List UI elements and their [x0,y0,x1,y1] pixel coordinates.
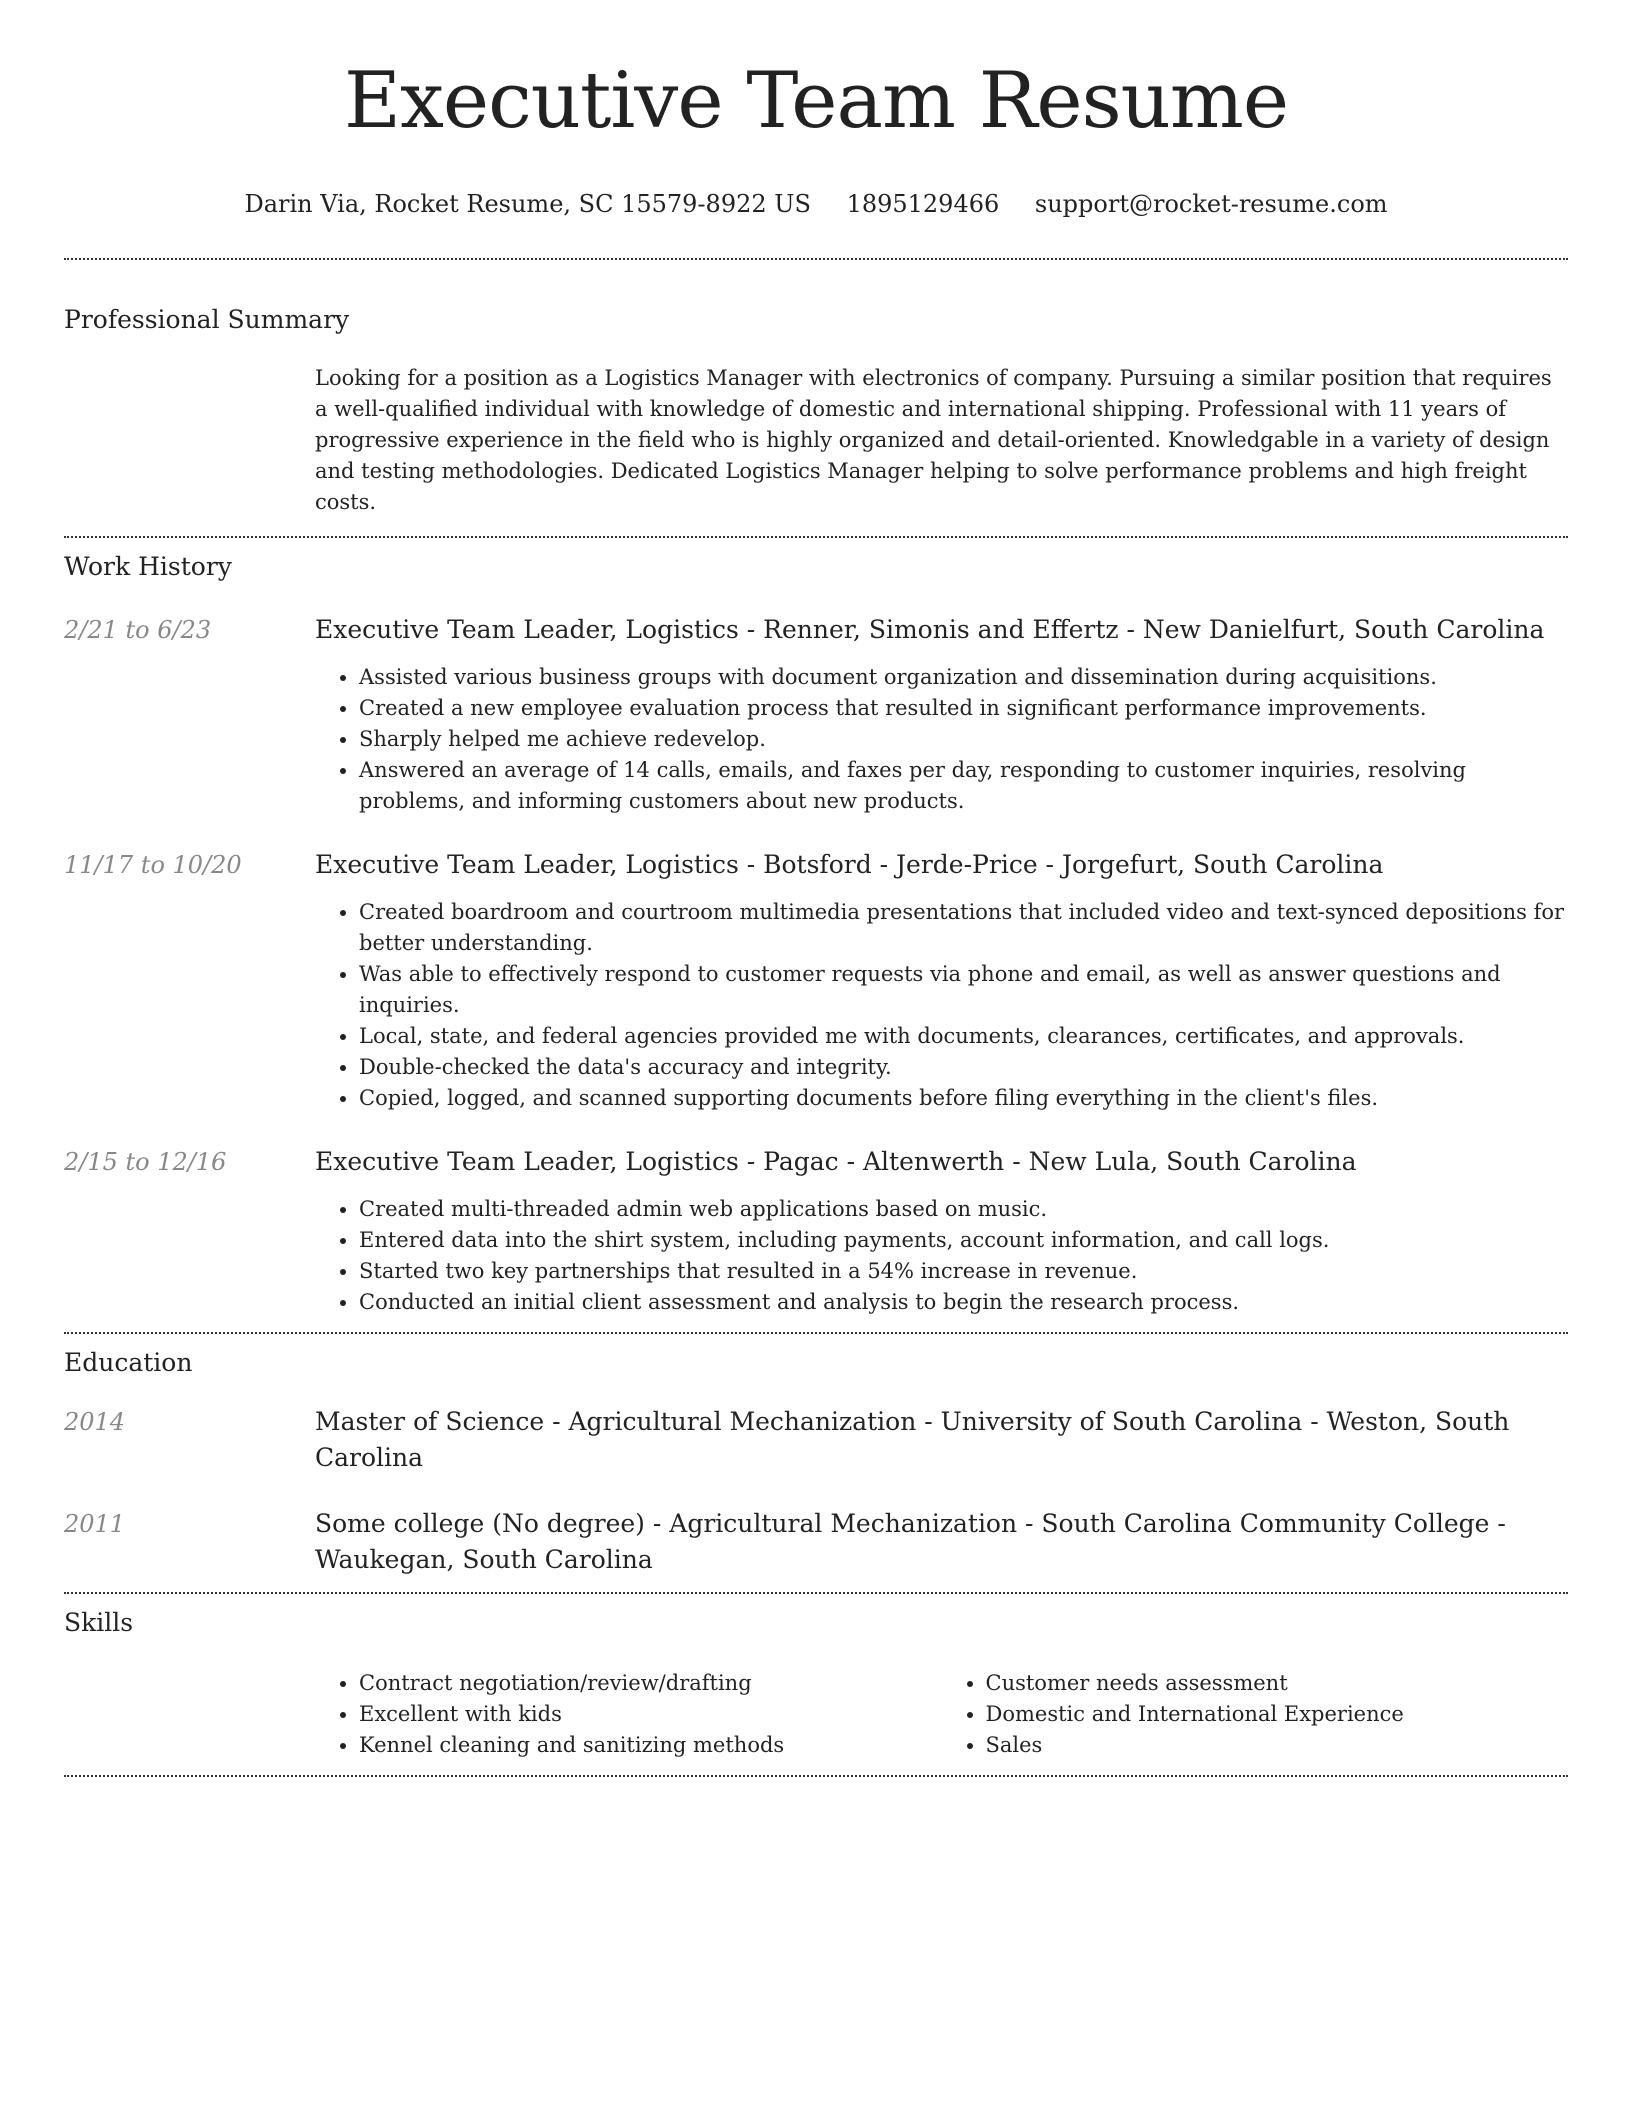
education-heading [315,1404,1568,1476]
skill-item: • Customer needs assessment [986,1668,1569,1699]
job-bullet: • Double-checked the data's accuracy and integrity. [359,1052,1568,1083]
job-role: Executive Team Leader, Logistics [315,1147,739,1176]
education-school: - South Carolina Community College - Waukegan, South Carolina [315,1509,1506,1574]
job-body [315,1144,1568,1318]
job-dates: 2/15 to 12/16 [64,1148,227,1176]
job-bullets [315,897,1568,1114]
job-heading [315,847,1568,883]
contact-line [64,188,1568,220]
section-title-education: Education [64,1348,193,1377]
divider [64,536,1568,538]
job-bullet: • Answered an average of 14 calls, emails, and faxes per day, responding to customer inquiries, resolving problems, and informing customers about new products. [359,755,1568,817]
job-heading [315,1144,1568,1180]
divider [64,1332,1568,1334]
job-bullet: • Copied, logged, and scanned supporting documents before filing everything in the client's files. [359,1083,1568,1114]
job-body [315,847,1568,1114]
job-bullet: • Started two key partnerships that resulted in a 54% increase in revenue. [359,1256,1568,1287]
job-heading [315,612,1568,648]
education-year: 2014 [64,1408,126,1436]
job-body [315,612,1568,817]
job-employer: - Pagac - Altenwerth - New Lula, South Carolina [738,1147,1357,1176]
section-title-work-history: Work History [64,552,232,581]
education-entry [64,1404,1568,1476]
job-employer: - Renner, Simonis and Effertz - New Danielfurt, South Carolina [738,615,1545,644]
contact-email: support@rocket-resume.com [1034,190,1388,218]
skill-item: • Domestic and International Experience [986,1699,1569,1730]
skill-item: • Sales [986,1730,1569,1761]
job-bullet: • Created boardroom and courtroom multimedia presentations that included video and text-synced depositions for better understanding. [359,897,1568,959]
summary-section [64,303,1568,536]
contact-phone: 1895129466 [846,190,1000,218]
job-bullet: • Entered data into the shirt system, including payments, account information, and call logs. [359,1225,1568,1256]
education-degree: Master of Science - Agricultural Mechanization [315,1407,917,1436]
divider [64,1775,1568,1777]
skills-list-right [942,1668,1569,1761]
contact-address: Darin Via, Rocket Resume, SC 15579-8922 US [244,190,811,218]
skill-item: • Kennel cleaning and sanitizing methods [359,1730,942,1761]
education-school: - University of South Carolina - Weston, South Carolina [315,1407,1510,1472]
section-title-summary: Professional Summary [64,305,350,334]
job-role: Executive Team Leader, Logistics [315,615,739,644]
job-bullet: • Local, state, and federal agencies provided me with documents, clearances, certificates, and approvals. [359,1021,1568,1052]
resume-title: Executive Team Resume [344,56,1288,146]
skills-columns [315,1668,1568,1775]
job-entry [64,612,1568,817]
education-heading [315,1506,1568,1578]
skill-item: • Contract negotiation/review/drafting [359,1668,942,1699]
job-bullet: • Was able to effectively respond to customer requests via phone and email, as well as answer questions and inquiries. [359,959,1568,1021]
divider [64,258,1568,260]
job-entry [64,847,1568,1114]
education-entry [64,1506,1568,1578]
summary-text: Looking for a position as a Logistics Manager with electronics of company. Pursuing a similar position that requires a well-qualified individual with knowledge of domestic and international shipping. Professional with 11 years of progressive experience in the field who is highly organized and detail-oriented. Knowledgable in a variety of design and testing methodologies. Dedicated Logistics Manager helping to solve performance problems and high freight costs. [315,366,1552,514]
job-bullets [315,1194,1568,1318]
job-dates: 2/21 to 6/23 [64,616,212,644]
job-bullet: • Created multi-threaded admin web applications based on music. [359,1194,1568,1225]
skills-section [64,1606,1568,1775]
education-section [64,1346,1568,1592]
job-bullet: • Assisted various business groups with document organization and dissemination during acquisitions. [359,662,1568,693]
skill-item: • Excellent with kids [359,1699,942,1730]
job-entry [64,1144,1568,1318]
work-history-section [64,550,1568,1332]
skills-list-left [315,1668,942,1761]
job-bullets [315,662,1568,817]
education-degree: Some college (No degree) - Agricultural Mechanization [315,1509,1018,1538]
job-bullet: • Created a new employee evaluation process that resulted in significant performance improvements. [359,693,1568,724]
job-role: Executive Team Leader, Logistics [315,850,739,879]
section-title-skills: Skills [64,1608,134,1637]
job-bullet: • Sharply helped me achieve redevelop. [359,724,1568,755]
job-employer: - Botsford - Jerde-Price - Jorgefurt, South Carolina [738,850,1384,879]
education-year: 2011 [64,1510,126,1538]
job-dates: 11/17 to 10/20 [64,851,242,879]
divider [64,1592,1568,1594]
job-bullet: • Conducted an initial client assessment and analysis to begin the research process. [359,1287,1568,1318]
